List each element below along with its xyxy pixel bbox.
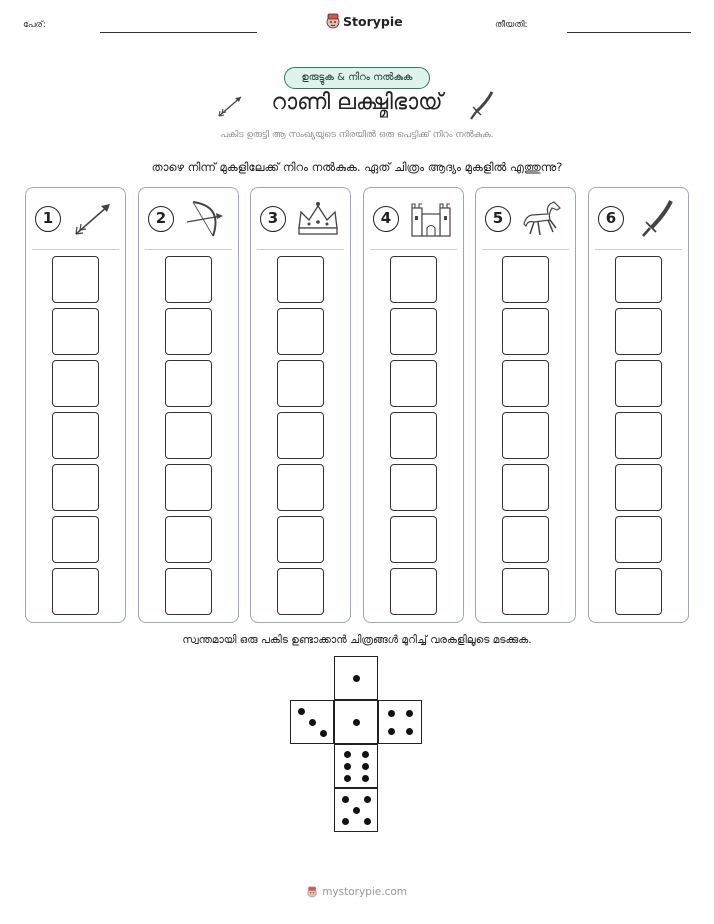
fold-instruction: സ്വന്തമായി ഒരു പകിട ഉണ്ടാക്കാൻ ചിത്രങ്ങൾ മുറിച്ച് വരകളിലൂടെ മടക്കുക. xyxy=(182,634,532,646)
dice-pip xyxy=(344,751,351,758)
page-title: റാണി ലക്ഷ്മിഭായ് xyxy=(271,90,443,115)
dice-pip xyxy=(344,763,351,770)
color-box[interactable] xyxy=(277,256,324,303)
dice-pip xyxy=(342,796,349,803)
bow-arrow-icon xyxy=(183,198,229,240)
color-box[interactable] xyxy=(502,360,549,407)
dice-pip xyxy=(364,818,371,825)
dice-face-3 xyxy=(290,700,334,744)
column-divider xyxy=(257,249,344,250)
color-box[interactable] xyxy=(165,256,212,303)
column-divider xyxy=(145,249,232,250)
dice-pip xyxy=(353,807,360,814)
dice-pip xyxy=(388,728,395,735)
color-box[interactable] xyxy=(502,516,549,563)
brand-logo xyxy=(326,13,403,29)
column-divider xyxy=(595,249,682,250)
date-label: തീയതി: xyxy=(495,20,528,30)
color-box[interactable] xyxy=(277,308,324,355)
color-box[interactable] xyxy=(52,464,99,511)
column-number: 1 xyxy=(35,206,61,232)
dice-net xyxy=(290,656,424,836)
column-5 xyxy=(475,187,576,623)
name-field-line[interactable] xyxy=(100,32,257,33)
horse-icon xyxy=(520,198,566,240)
color-box[interactable] xyxy=(52,568,99,615)
color-box[interactable] xyxy=(390,516,437,563)
color-box[interactable] xyxy=(615,412,662,459)
color-box[interactable] xyxy=(615,568,662,615)
dice-pip xyxy=(344,775,351,782)
color-box[interactable] xyxy=(615,464,662,511)
castle-icon xyxy=(408,198,454,240)
arrow-icon xyxy=(70,198,116,240)
dice-pip xyxy=(298,708,305,715)
dice-pip xyxy=(406,728,413,735)
sword-icon xyxy=(467,90,495,122)
color-box[interactable] xyxy=(615,256,662,303)
column-divider xyxy=(370,249,457,250)
color-box[interactable] xyxy=(502,256,549,303)
color-box[interactable] xyxy=(615,360,662,407)
color-box[interactable] xyxy=(277,568,324,615)
color-box[interactable] xyxy=(390,256,437,303)
dice-pip xyxy=(362,775,369,782)
color-box[interactable] xyxy=(277,464,324,511)
brand-name: Storypie xyxy=(343,13,403,29)
dice-face-1 xyxy=(334,700,378,744)
column-number: 5 xyxy=(485,206,511,232)
column-number: 6 xyxy=(598,206,624,232)
color-box[interactable] xyxy=(390,464,437,511)
color-box[interactable] xyxy=(165,568,212,615)
column-3 xyxy=(250,187,351,623)
dice-face-6 xyxy=(334,744,378,788)
dice-face-1 xyxy=(334,656,378,700)
dice-face-4 xyxy=(378,700,422,744)
color-box[interactable] xyxy=(502,568,549,615)
dice-pip xyxy=(309,719,316,726)
activity-pill: ഉരുട്ടുക & നിറം നൽകുക xyxy=(284,67,430,89)
dice-pip xyxy=(342,818,349,825)
column-1 xyxy=(25,187,126,623)
dice-pip xyxy=(362,763,369,770)
color-box[interactable] xyxy=(277,360,324,407)
column-number: 4 xyxy=(373,206,399,232)
column-divider xyxy=(32,249,119,250)
name-label: പേര്: xyxy=(23,20,46,30)
color-box[interactable] xyxy=(502,308,549,355)
color-box[interactable] xyxy=(502,412,549,459)
color-box[interactable] xyxy=(390,568,437,615)
dice-pip xyxy=(406,710,413,717)
dice-pip xyxy=(320,730,327,737)
column-6 xyxy=(588,187,689,623)
dice-pip xyxy=(388,710,395,717)
color-box[interactable] xyxy=(390,360,437,407)
column-4 xyxy=(363,187,464,623)
color-box[interactable] xyxy=(165,464,212,511)
color-box[interactable] xyxy=(390,308,437,355)
footer-url[interactable]: mystorypie.com xyxy=(322,886,407,898)
color-box[interactable] xyxy=(52,308,99,355)
color-box[interactable] xyxy=(165,516,212,563)
color-box[interactable] xyxy=(615,308,662,355)
color-box[interactable] xyxy=(52,256,99,303)
color-box[interactable] xyxy=(277,412,324,459)
color-box[interactable] xyxy=(52,360,99,407)
column-2 xyxy=(138,187,239,623)
color-box[interactable] xyxy=(165,412,212,459)
color-box[interactable] xyxy=(277,516,324,563)
dice-pip xyxy=(353,675,360,682)
dice-face-5 xyxy=(334,788,378,832)
page-subtitle: പകിട ഉരുട്ടി ആ സംഖ്യയുടെ നിരയിൽ ഒരു പെട്ടിക്ക് നിറം നൽകുക. xyxy=(220,130,494,140)
instruction-text: താഴെ നിന്ന് മുകളിലേക്ക് നിറം നൽകുക. ഏത് ചിത്രം ആദ്യം മുകളിൽ എത്തുന്നു? xyxy=(151,160,563,174)
column-number: 3 xyxy=(260,206,286,232)
column-number: 2 xyxy=(148,206,174,232)
color-box[interactable] xyxy=(615,516,662,563)
storypie-mascot-icon xyxy=(326,13,340,29)
color-box[interactable] xyxy=(52,516,99,563)
color-box[interactable] xyxy=(390,412,437,459)
color-box[interactable] xyxy=(165,308,212,355)
color-box[interactable] xyxy=(52,412,99,459)
crown-icon xyxy=(295,198,341,240)
dice-pip xyxy=(364,796,371,803)
column-divider xyxy=(482,249,569,250)
color-box[interactable] xyxy=(502,464,549,511)
sword-icon xyxy=(633,198,679,240)
dice-pip xyxy=(362,751,369,758)
footer xyxy=(307,884,407,900)
date-field-line[interactable] xyxy=(567,32,691,33)
dice-pip xyxy=(353,719,360,726)
color-box[interactable] xyxy=(165,360,212,407)
storypie-mascot-icon xyxy=(307,884,317,900)
